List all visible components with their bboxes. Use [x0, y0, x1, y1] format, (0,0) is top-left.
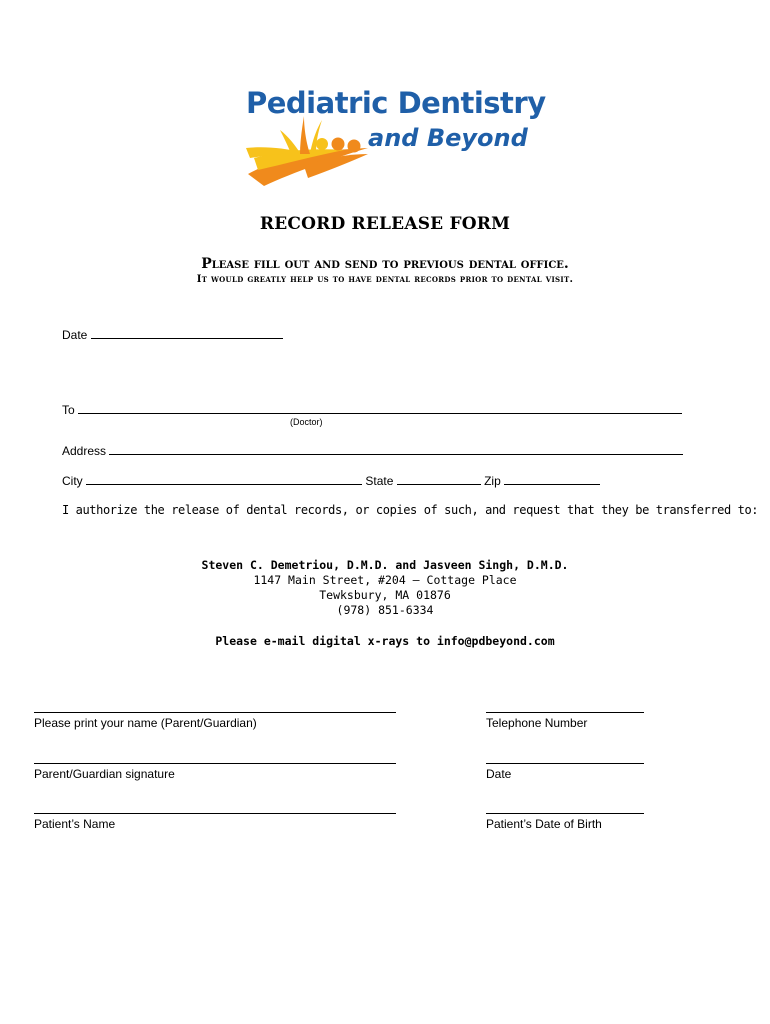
- telephone-line[interactable]: [486, 712, 644, 713]
- patient-name-line[interactable]: [34, 813, 396, 814]
- recipient-doctors: Steven C. Demetriou, D.M.D. and Jasveen Singh, D.M.D.: [201, 558, 569, 572]
- print-name-label: Please print your name (Parent/Guardian): [34, 716, 257, 730]
- practice-logo: [244, 86, 546, 190]
- patient-dob-label: Patient’s Date of Birth: [486, 817, 602, 831]
- form-title: RECORD RELEASE FORM: [259, 214, 511, 234]
- date-sign-line[interactable]: [486, 763, 644, 764]
- authorization-statement: I authorize the release of dental records, or copies of such, and request that they be transferred to:: [62, 503, 759, 517]
- signature-line[interactable]: [34, 763, 396, 764]
- address-label: Address: [62, 444, 107, 458]
- date-field[interactable]: [62, 326, 283, 342]
- recipient-street: 1147 Main Street, #204 – Cottage Place: [253, 573, 517, 587]
- city-label: City: [62, 474, 83, 488]
- logo-sunburst-icon: [244, 114, 374, 190]
- city-line[interactable]: [86, 472, 362, 485]
- form-subtitle: Please fill out and send to previous dental office.: [201, 256, 569, 272]
- to-label: To: [62, 403, 75, 417]
- date-line[interactable]: [91, 326, 283, 339]
- zip-line[interactable]: [504, 472, 600, 485]
- to-field[interactable]: [62, 401, 682, 417]
- recipient-address: [0, 558, 770, 618]
- patient-name-label: Patient’s Name: [34, 817, 116, 831]
- zip-label: Zip: [484, 474, 501, 488]
- state-line[interactable]: [397, 472, 481, 485]
- email-note: Please e-mail digital x-rays to info@pdbeyond.com: [215, 634, 555, 648]
- signature-label: Parent/Guardian signature: [34, 767, 175, 781]
- recipient-phone: (978) 851-6334: [336, 603, 434, 617]
- city-state-zip-row: [62, 472, 600, 488]
- print-name-line[interactable]: [34, 712, 396, 713]
- address-field[interactable]: [62, 442, 683, 458]
- state-label: State: [365, 474, 394, 488]
- form-note: It would greatly help us to have dental records prior to dental visit.: [196, 274, 574, 285]
- address-line[interactable]: [109, 442, 683, 455]
- date-label: Date: [62, 328, 88, 342]
- logo-text-line1: Pediatric Dentistry: [246, 86, 546, 120]
- recipient-city: Tewksbury, MA 01876: [319, 588, 451, 602]
- date-sign-label: Date: [486, 767, 512, 781]
- logo-text-line2: and Beyond: [368, 124, 528, 152]
- to-line[interactable]: [78, 401, 682, 414]
- doctor-caption: (Doctor): [290, 417, 323, 427]
- telephone-label: Telephone Number: [486, 716, 588, 730]
- patient-dob-line[interactable]: [486, 813, 644, 814]
